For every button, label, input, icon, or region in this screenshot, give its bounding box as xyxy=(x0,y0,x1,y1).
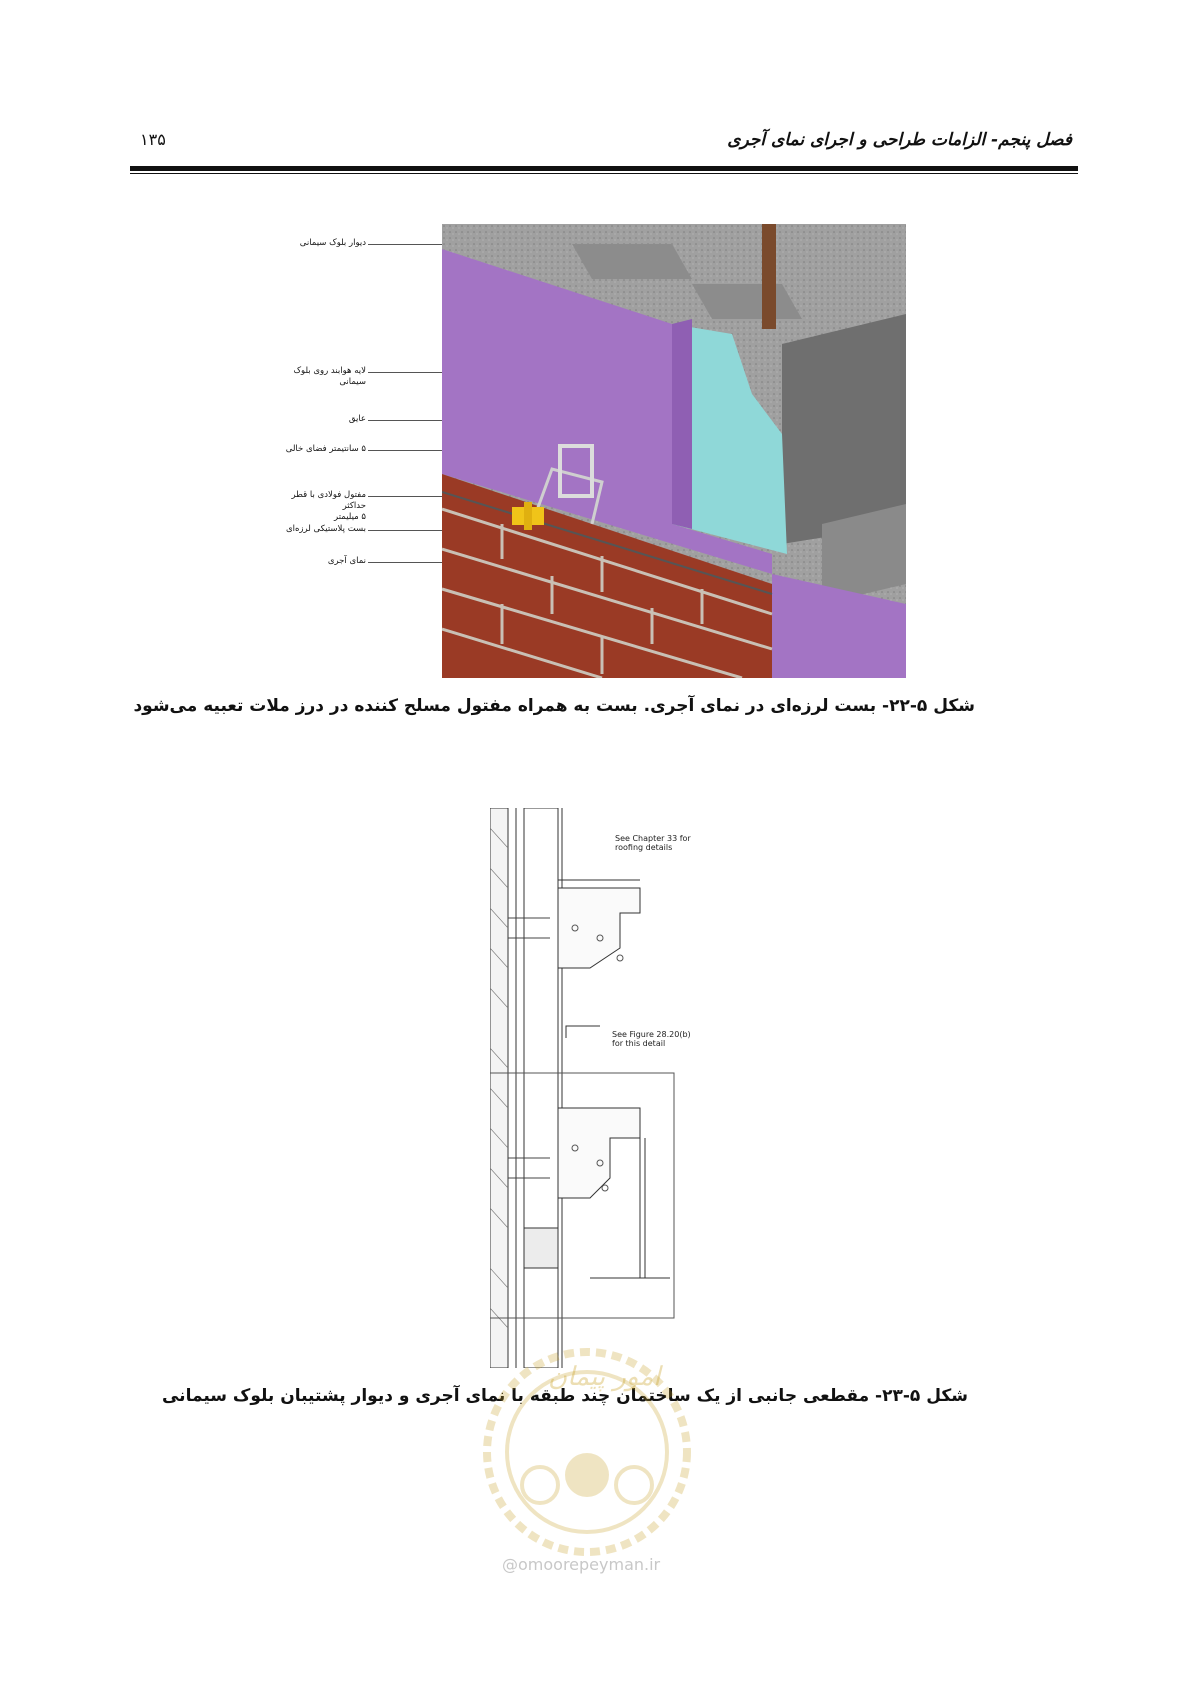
chapter-title: فصل پنجم- الزامات طراحی و اجرای نمای آجری xyxy=(727,130,1072,150)
leader-line xyxy=(368,372,442,373)
watermark-site: @omoorepeyman.ir xyxy=(502,1555,661,1574)
page-number: ۱۳۵ xyxy=(140,130,166,149)
figure2-section-drawing xyxy=(490,808,720,1368)
label-steel-wire: مفتول فولادی با قطر حداکثر ۵ میلیمتر xyxy=(291,490,366,522)
figure2-caption: شکل ۵-۲۳- مقطعی جانبی از یک ساختمان چند طبقه با نمای آجری و دیوار پشتیبان بلوک سیمانی xyxy=(161,1386,968,1406)
label-block-wall: دیوار بلوک سیمانی xyxy=(299,238,366,248)
label-plastic-clip: بست پلاستیکی لرزه‌ای xyxy=(285,524,366,534)
figure1-caption: شکل ۵-۲۲- بست لرزه‌ای در نمای آجری. بست به همراه مفتول مسلح کننده در درز ملات تعبیه می‌شود xyxy=(133,696,975,716)
header-rule xyxy=(130,166,1078,171)
leader-line xyxy=(368,530,442,531)
leader-line xyxy=(368,450,442,451)
label-brick-veneer: نمای آجری xyxy=(327,556,366,566)
note-detail: See Figure 28.20(b) for this detail xyxy=(612,1030,691,1048)
note-roofing: See Chapter 33 for roofing details xyxy=(615,834,691,852)
label-air-barrier: لایه هوابند روی بلوک سیمانی xyxy=(293,366,366,387)
leader-line xyxy=(368,496,442,497)
leader-line xyxy=(368,562,442,563)
label-insulation: عایق xyxy=(348,414,366,424)
leader-line xyxy=(368,244,442,245)
watermark-seal-text: امور پیمان xyxy=(548,1362,661,1392)
figure1-illustration xyxy=(442,224,906,678)
label-air-space: ۵ سانتیمتر فضای خالی xyxy=(285,444,366,454)
figure1-labels xyxy=(270,224,442,678)
leader-line xyxy=(368,420,442,421)
header-rule-thin xyxy=(130,173,1078,174)
rebar xyxy=(762,224,776,329)
